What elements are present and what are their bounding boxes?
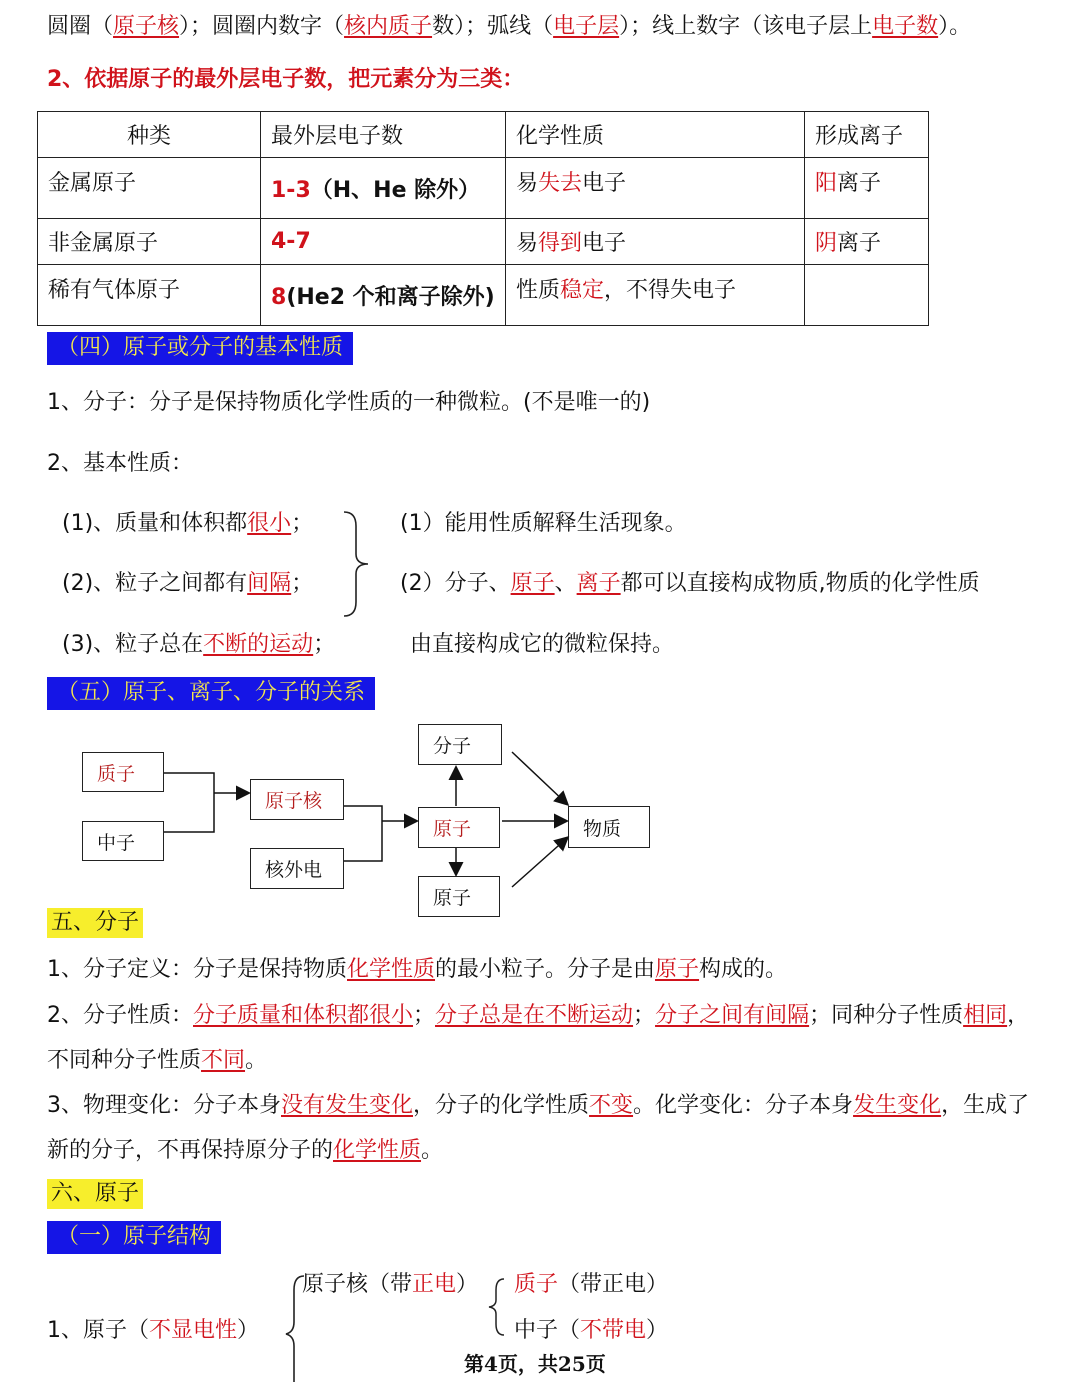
table-cell bbox=[805, 265, 929, 326]
table-header-row bbox=[38, 112, 929, 158]
table-row bbox=[38, 265, 929, 326]
neutron-box: 中子 bbox=[82, 821, 164, 861]
ion-box: 原子 bbox=[418, 876, 500, 917]
table-cell: 性质稳定，不得失电子 bbox=[506, 265, 805, 326]
explain-line-1: (1）能用性质解释生活现象。 bbox=[400, 511, 687, 536]
table-header: 最外层电子数 bbox=[261, 112, 506, 158]
section-four-title: （四）原子或分子的基本性质 bbox=[47, 332, 353, 365]
structure-legend-line: 圆圈（原子核）；圆圈内数字（核内质子数）；弧线（电子层）；线上数字（该电子层上电子数）。 bbox=[47, 14, 972, 39]
basic-properties-label: 2、基本性质： bbox=[47, 451, 193, 476]
table-cell: 4-7 bbox=[261, 219, 506, 265]
neutron-line: 中子（不带电） bbox=[514, 1318, 669, 1343]
explain-line-2: (2）分子、原子、离子都可以直接构成物质,物质的化学性质 bbox=[400, 571, 980, 596]
atom-part-title: 六、原子 bbox=[47, 1179, 143, 1209]
atom-neutral-line: 1、原子（不显电性） bbox=[47, 1318, 260, 1343]
proton-line: 质子（带正电） bbox=[514, 1272, 669, 1297]
table-cell: 金属原子 bbox=[38, 158, 261, 219]
proton-box: 质子 bbox=[82, 752, 164, 792]
small-brace-icon bbox=[486, 1276, 508, 1338]
table-row bbox=[38, 219, 929, 265]
table-header: 种类 bbox=[38, 112, 261, 158]
right-brace-icon bbox=[338, 508, 378, 620]
table-header: 化学性质 bbox=[506, 112, 805, 158]
molecule-properties-para: 2、分子性质：分子质量和体积都很小；分子总是在不断运动；分子之间有间隔；同种分子性质相同，不同种分子性质不同。 bbox=[47, 1003, 1030, 1073]
nucleus-line: 原子核（带正电） bbox=[302, 1272, 479, 1297]
relationship-arrows bbox=[0, 700, 1080, 930]
table-cell: 易失去电子 bbox=[506, 158, 805, 219]
classify-heading: 2、依据原子的最外层电子数，把元素分为三类： bbox=[47, 67, 525, 92]
table-row bbox=[38, 158, 929, 219]
atom-box: 原子 bbox=[418, 807, 500, 848]
property-line-2: (2)、粒子之间都有间隔； bbox=[62, 571, 314, 596]
explain-line-3: 由直接构成它的微粒保持。 bbox=[410, 632, 675, 657]
section-five-title: （五）原子、离子、分子的关系 bbox=[47, 677, 375, 710]
property-line-1: (1)、质量和体积都很小； bbox=[62, 511, 314, 536]
property-line-3: (3)、粒子总在不断的运动； bbox=[62, 632, 336, 657]
table-header: 形成离子 bbox=[805, 112, 929, 158]
molecule-change-para: 3、物理变化：分子本身没有发生变化，分子的化学性质不变。化学变化：分子本身发生变化，生成了新的分子，不再保持原分子的化学性质。 bbox=[47, 1093, 1030, 1163]
matter-box: 物质 bbox=[568, 806, 650, 848]
molecule-definition-para: 1、分子定义：分子是保持物质化学性质的最小粒子。分子是由原子构成的。 bbox=[47, 957, 788, 982]
table-cell: 1-3（H、He 除外） bbox=[261, 158, 506, 219]
atom-structure-title: （一）原子结构 bbox=[47, 1221, 221, 1254]
table-cell: 阴离子 bbox=[805, 219, 929, 265]
outer-electron-box: 核外电 bbox=[250, 848, 344, 889]
molecule-box: 分子 bbox=[418, 724, 502, 765]
page-footer: 第4页，共25页 bbox=[464, 1352, 606, 1376]
table-cell: 阳离子 bbox=[805, 158, 929, 219]
classification-table bbox=[37, 111, 929, 326]
molecule-part-title: 五、分子 bbox=[47, 908, 143, 938]
table-cell: 易得到电子 bbox=[506, 219, 805, 265]
table-cell: 稀有气体原子 bbox=[38, 265, 261, 326]
nucleus-box: 原子核 bbox=[250, 779, 344, 820]
molecule-definition: 1、分子：分子是保持物质化学性质的一种微粒。(不是唯一的) bbox=[47, 390, 651, 415]
table-cell: 8(He2 个和离子除外) bbox=[261, 265, 506, 326]
table-cell: 非金属原子 bbox=[38, 219, 261, 265]
